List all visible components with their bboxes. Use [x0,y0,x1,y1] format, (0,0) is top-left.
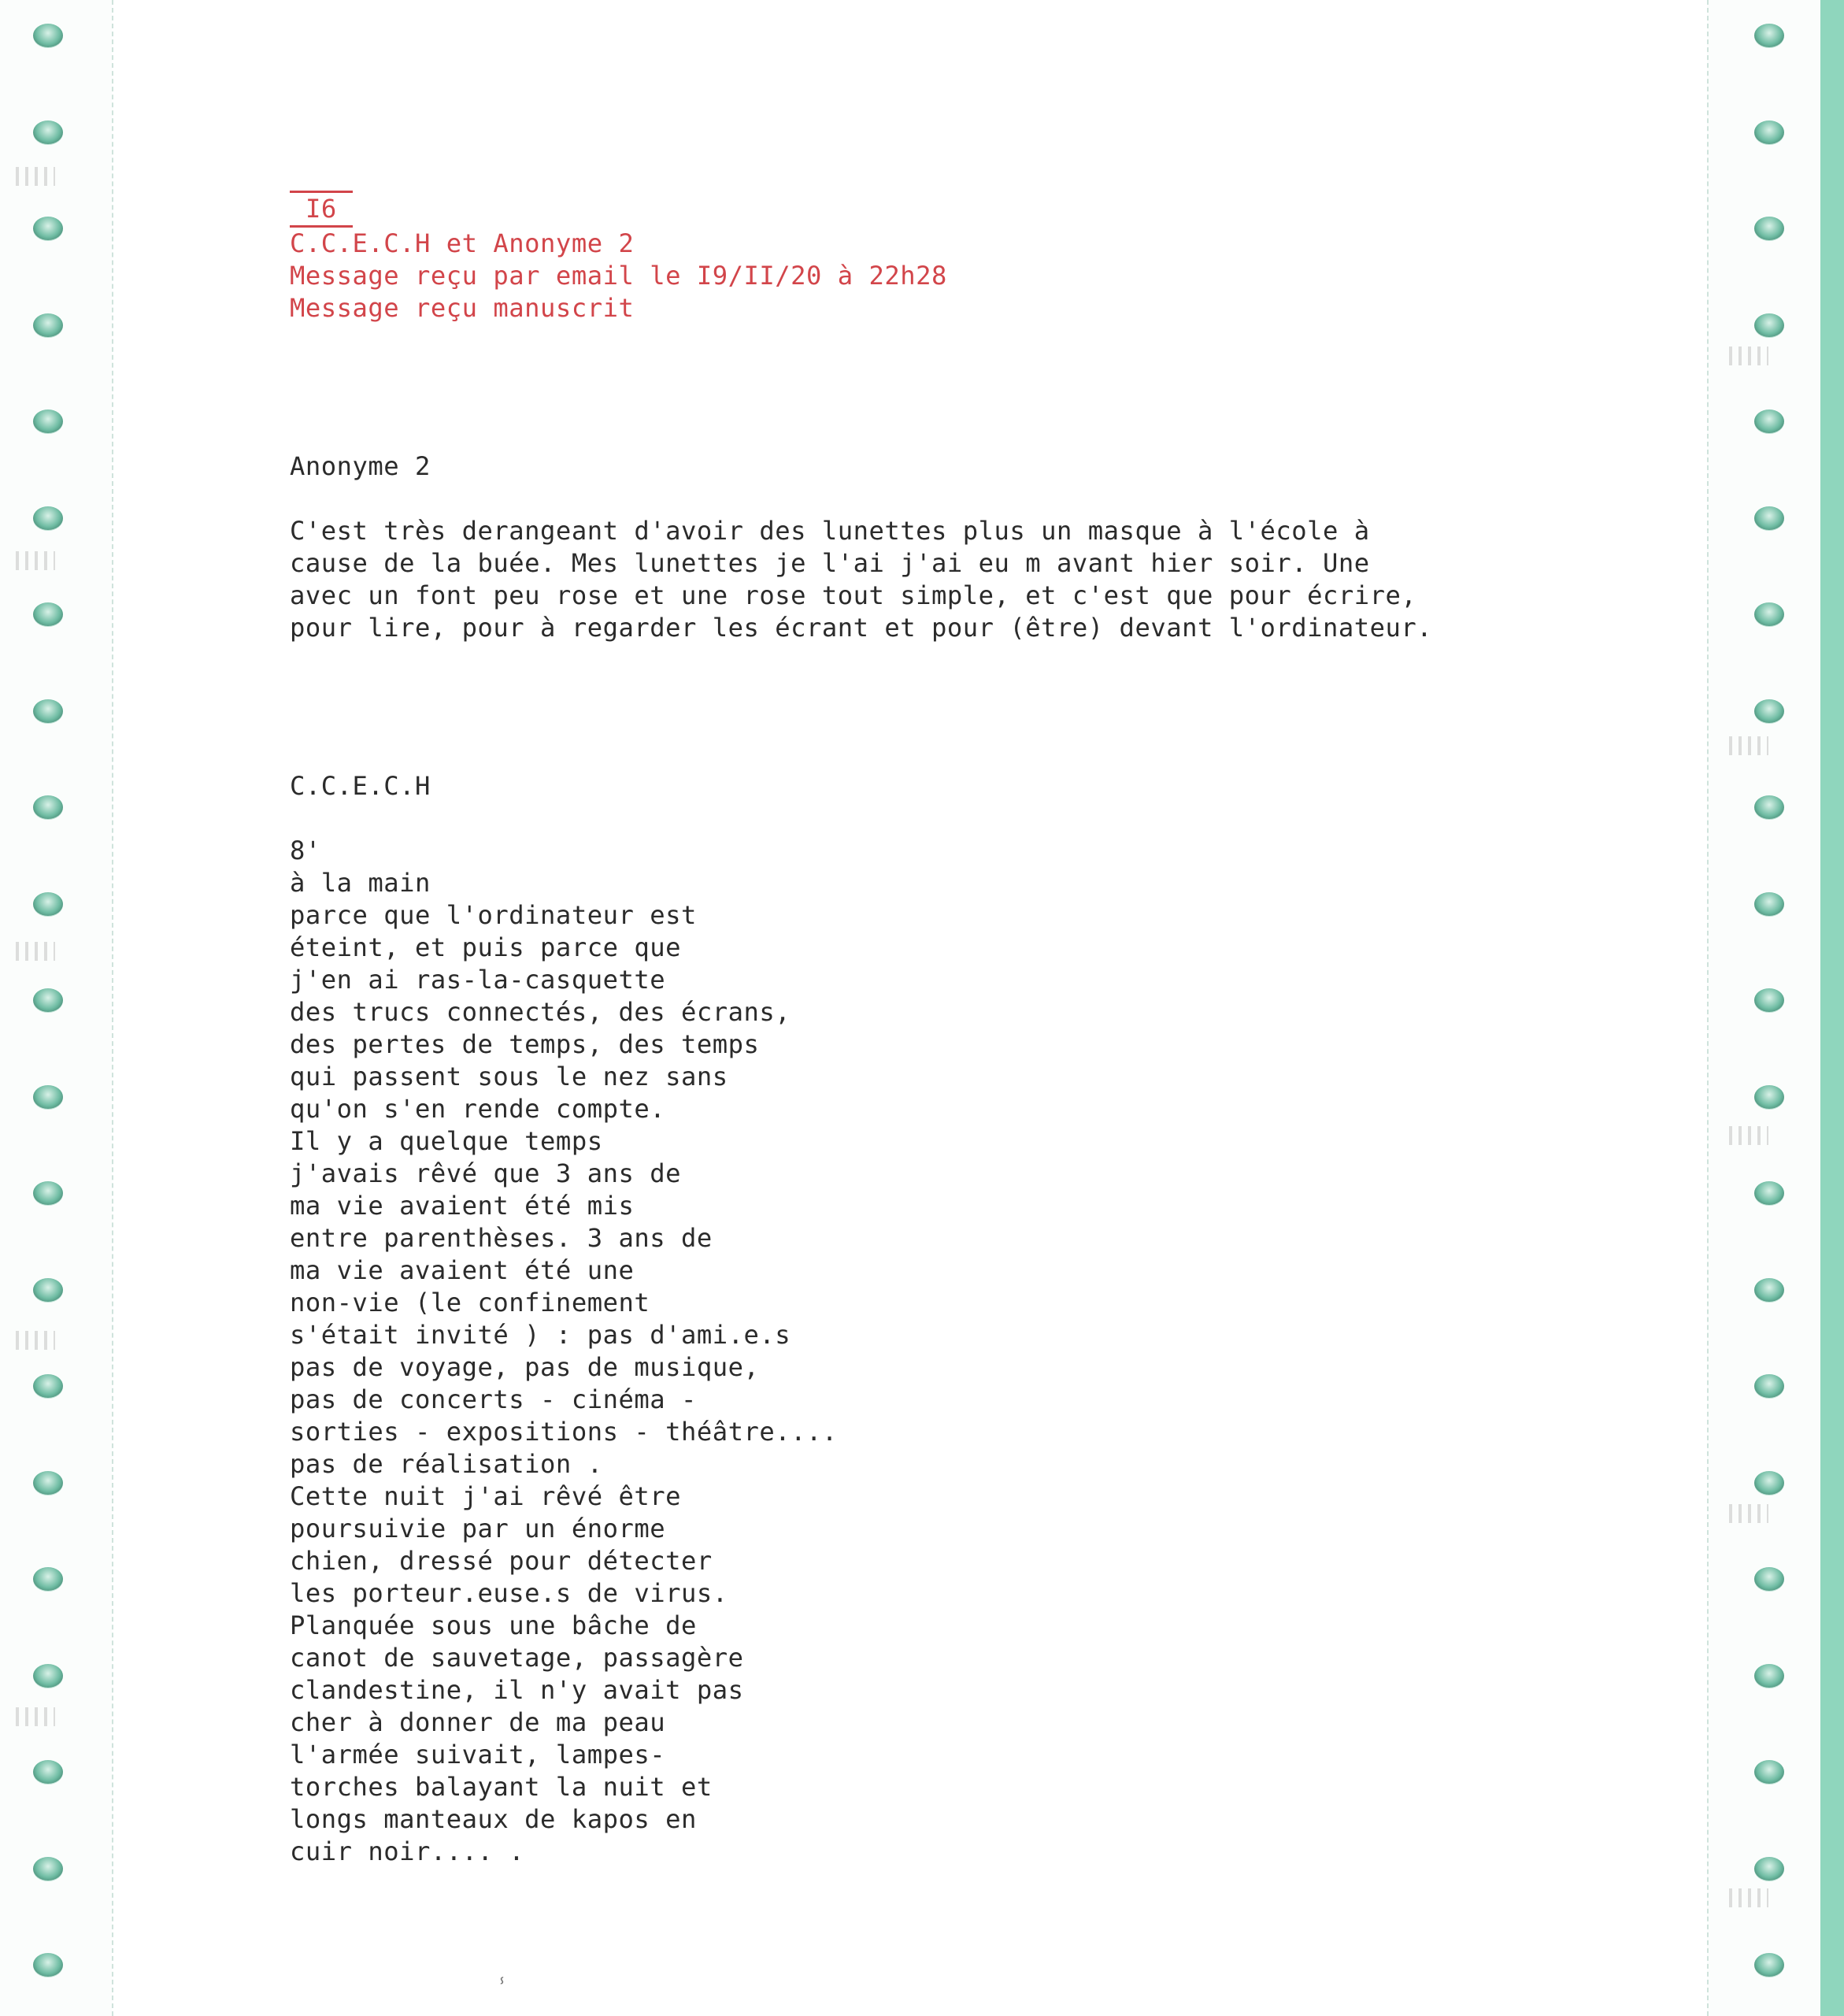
ccech-line: des pertes de temps, des temps [290,1029,760,1059]
ccech-line: pas de concerts - cinéma - [290,1384,697,1414]
ccech-line: chien, dressé pour détecter [290,1546,713,1576]
left-feed-hole [33,313,63,337]
right-feed-hole [1754,410,1784,433]
ccech-line: cuir noir.... . [290,1836,525,1866]
ccech-line: ma vie avaient été mis [290,1191,635,1221]
left-feed-hole [33,988,63,1012]
right-feed-hole [1754,1760,1784,1784]
right-feed-hole [1754,795,1784,819]
right-feed-hole [1754,1278,1784,1302]
left-feed-hole [33,795,63,819]
anonyme-message [290,515,1432,644]
right-feed-hole [1754,1471,1784,1495]
page-number: I6 [290,191,353,228]
ccech-label: C.C.E.C.H [290,771,431,801]
right-feed-hole [1754,1857,1784,1881]
right-feed-hole [1754,1085,1784,1109]
ccech-line: entre parenthèses. 3 ans de [290,1223,713,1253]
ccech-line: à la main [290,868,431,898]
anonyme-line: C'est très derangeant d'avoir des lunettes plus un masque à l'école à [290,516,1370,546]
perforation-tick-mark [1729,736,1768,755]
left-feed-hole [33,1953,63,1977]
ccech-line: non-vie (le confinement [290,1288,650,1317]
anonyme-line: cause de la buée. Mes lunettes je l'ai j'ai eu m avant hier soir. Une [290,548,1370,578]
left-feed-hole [33,1567,63,1591]
left-feed-hole [33,24,63,47]
perforation-tick-mark [16,1707,55,1726]
right-feed-hole [1754,24,1784,47]
green-paper-edge [1820,0,1844,2016]
left-feed-hole [33,1471,63,1495]
left-feed-hole [33,1278,63,1302]
left-feed-hole [33,699,63,723]
perforation-tick-mark [1729,1888,1768,1907]
left-feed-hole [33,1664,63,1688]
header-line-2: Message reçu par email le I9/II/20 à 22h28 [290,261,947,291]
right-feed-hole [1754,1567,1784,1591]
right-feed-hole [1754,1181,1784,1205]
ccech-line: Cette nuit j'ai rêvé être [290,1481,681,1511]
perforation-tick-mark [16,167,55,186]
right-feed-hole [1754,1374,1784,1398]
ccech-line: sorties - expositions - théâtre.... [290,1417,838,1447]
left-feed-hole [33,602,63,626]
right-feed-hole [1754,892,1784,916]
left-feed-hole [33,506,63,530]
left-feed-hole [33,410,63,433]
right-feed-hole [1754,1664,1784,1688]
ccech-line: pas de réalisation . [290,1449,603,1479]
left-feed-hole [33,892,63,916]
right-feed-hole [1754,699,1784,723]
ccech-line: parce que l'ordinateur est [290,900,697,930]
ccech-line: torches balayant la nuit et [290,1772,713,1802]
left-feed-hole [33,1374,63,1398]
ccech-line: j'en ai ras-la-casquette [290,965,666,995]
ccech-line: qui passent sous le nez sans [290,1062,728,1091]
ccech-line: des trucs connectés, des écrans, [290,997,791,1027]
left-feed-hole [33,120,63,144]
perforation-tick-mark [1729,1126,1768,1145]
left-feed-hole [33,1085,63,1109]
perforation-tick-mark [16,942,55,961]
right-feed-hole [1754,217,1784,240]
left-tear-line [112,0,113,2016]
ccech-line: s'était invité ) : pas d'ami.e.s [290,1320,791,1350]
right-feed-hole [1754,506,1784,530]
right-feed-hole [1754,313,1784,337]
anonyme-line: pour lire, pour à regarder les écrant et pour (être) devant l'ordinateur. [290,613,1433,643]
ccech-line: les porteur.euse.s de virus. [290,1578,728,1608]
ccech-line: longs manteaux de kapos en [290,1804,697,1834]
document-header [290,191,947,324]
perforation-tick-mark [16,551,55,570]
perforation-tick-mark [1729,1504,1768,1523]
ccech-message [290,835,838,1868]
perforation-tick-mark [1729,346,1768,365]
ccech-line: Planquée sous une bâche de [290,1610,697,1640]
ccech-line: l'armée suivait, lampes- [290,1740,666,1770]
ccech-line: pas de voyage, pas de musique, [290,1352,760,1382]
ccech-line: qu'on s'en rende compte. [290,1094,666,1124]
anonyme-line: avec un font peu rose et une rose tout simple, et c'est que pour écrire, [290,580,1417,610]
ccech-line: 8' [290,836,321,865]
right-feed-hole [1754,602,1784,626]
ccech-line: poursuivie par un énorme [290,1514,666,1544]
ccech-line: Il y a quelque temps [290,1126,603,1156]
header-line-1: C.C.E.C.H et Anonyme 2 [290,228,635,258]
right-feed-hole [1754,120,1784,144]
right-tear-line [1707,0,1709,2016]
left-feed-hole [33,1760,63,1784]
ccech-line: clandestine, il n'y avait pas [290,1675,744,1705]
anonyme-label: Anonyme 2 [290,451,431,481]
left-feed-hole [33,1181,63,1205]
ccech-line: cher à donner de ma peau [290,1707,666,1737]
left-feed-hole [33,1857,63,1881]
ccech-line: éteint, et puis parce que [290,932,681,962]
ccech-line: canot de sauvetage, passagère [290,1643,744,1673]
stray-ink-mark: ⸯ [496,1979,509,2003]
right-feed-hole [1754,988,1784,1012]
ccech-line: ma vie avaient été une [290,1255,635,1285]
perforation-tick-mark [16,1331,55,1350]
right-feed-hole [1754,1953,1784,1977]
left-feed-hole [33,217,63,240]
header-line-3: Message reçu manuscrit [290,293,635,323]
ccech-line: j'avais rêvé que 3 ans de [290,1158,681,1188]
